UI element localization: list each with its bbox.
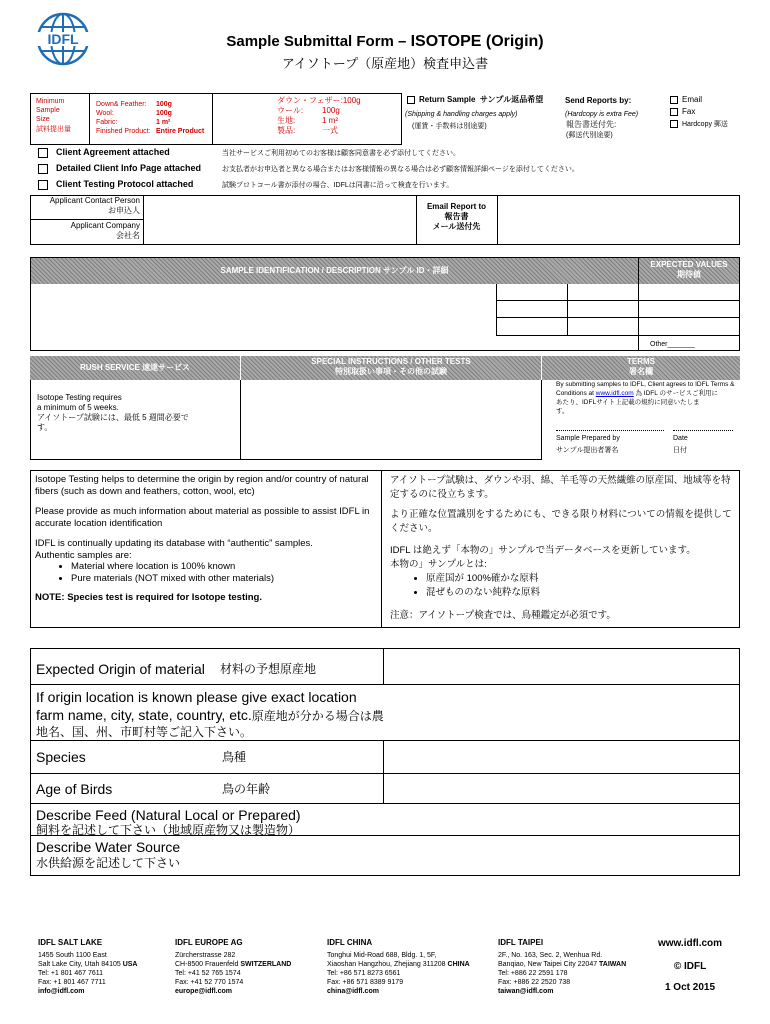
- applicant-contact-label: Applicant Contact Person お申込人: [49, 196, 140, 215]
- special-instructions-header: SPECIAL INSTRUCTIONS / OTHER TESTS 特別取扱い事項・その他の試験: [241, 356, 541, 380]
- describe-water-label: Describe Water Source: [36, 839, 181, 855]
- client-info-checkbox[interactable]: [38, 164, 48, 174]
- svg-text:IDFL: IDFL: [47, 31, 79, 47]
- species-input[interactable]: [385, 742, 738, 771]
- taipei-email[interactable]: taiwan@idfl.com: [498, 988, 554, 995]
- europe-email[interactable]: europe@idfl.com: [175, 988, 232, 995]
- send-reports-ja-note: (郵送代別途要): [566, 132, 613, 139]
- date-label: Date: [673, 435, 688, 442]
- describe-feed-label-ja: 飼料を記述して下さい（地域原産物又は製造物）: [36, 823, 301, 837]
- china-email[interactable]: china@idfl.com: [327, 988, 379, 995]
- return-sample-note: (Shipping & handling charges apply): [405, 111, 518, 118]
- minimum-items-ja: ダウン・フェザー:100g ウール: 100g 生地: 1 m² 製品: 一式: [277, 96, 361, 135]
- send-reports-label: Send Reports by:: [565, 96, 632, 105]
- authentic-bullet-ja: • 原産国が 100%確かな原料: [426, 572, 735, 586]
- expected-origin-input[interactable]: [385, 650, 738, 682]
- describe-water-label-ja: 水供給源を記述して下さい: [36, 856, 181, 870]
- report-option-fax[interactable]: Fax: [670, 107, 695, 117]
- date-ja: 日付: [673, 447, 687, 454]
- report-option-email[interactable]: Email: [670, 95, 702, 105]
- email-checkbox[interactable]: [670, 96, 678, 104]
- revision-date: 1 Oct 2015: [664, 982, 716, 993]
- idfl-link[interactable]: www.idfl.com: [595, 390, 634, 397]
- applicant-company-label: Applicant Company 会社名: [70, 221, 140, 240]
- title-prefix: Sample Submittal Form –: [226, 33, 411, 50]
- report-option-hardcopy[interactable]: Hardcopy 郵送: [670, 120, 728, 129]
- title-main: ISOTOPE (Origin): [410, 33, 544, 50]
- info-english: Isotope Testing helps to determine the origin by region and/or country of natural fibers (such as down and feathers, cotton, wool, etc) Please provide as much information about material as possible to assist IDFL in accurate location identification IDFL is continually updating its database with “authentic” samples. Authentic samples are: • Material where location is 100% known • Pure materials (NOT mixed with other materials) NOTE: Species test is required for Isotope testing.: [35, 474, 377, 604]
- attachment-testing-protocol[interactable]: Client Testing Protocol attached: [38, 179, 193, 190]
- sample-prepared-ja: サンプル提出者署名: [556, 447, 619, 454]
- attachment-client-info-ja: お支払者がお申込者と異なる場合またはお客様情報の異なる場合は必ず顧客情報詳細ページを添付してください。: [222, 166, 579, 173]
- return-sample-checkbox[interactable]: [407, 96, 415, 104]
- email-report-label: Email Report to 報告書 メール送付先: [426, 202, 487, 231]
- office-taipei: IDFL TAIPEI 2F., No. 163, Sec. 2, Wenhua Rd. Banqiao, New Taipei City 22047 TAIWAN Tel: +886 22 2591 178 Fax: +886 22 2520 738 taiwan@idfl.com: [498, 938, 627, 995]
- salt-lake-email[interactable]: info@idfl.com: [38, 988, 85, 995]
- form-title: [0, 33, 770, 51]
- terms-header: TERMS 署名欄: [542, 356, 740, 380]
- office-china: IDFL CHINA Tonghui Mid-Road 688, Bldg. 1, 5F, Xiaoshan Hangzhou, Zhejiang 311208 CHINA Tel: +86 571 8273 6561 Fax: +86 571 8389 9179 china@idfl.com: [327, 938, 470, 995]
- attachment-client-agreement-ja: 当社サービスご利用初めてのお客様は顧客同意書を必ず添付してください。: [222, 150, 460, 157]
- attachment-testing-protocol-ja: 試験プロトコール書が添付の場合、IDFLは同書に沿って検査を行います。: [222, 182, 454, 189]
- form-title-ja: アイソトープ（原産地）検査申込書: [281, 56, 489, 71]
- authentic-bullet: • Material where location is 100% known: [71, 561, 377, 573]
- sample-id-header: SAMPLE IDENTIFICATION / DESCRIPTION サンプル ID・詳細: [31, 258, 638, 284]
- rush-service-header: RUSH SERVICE 速達サービス: [30, 356, 240, 380]
- age-of-birds-label-ja: 鳥の年齢: [222, 782, 271, 796]
- authentic-bullet-ja: • 混ぜもののない純粋な原料: [426, 586, 735, 600]
- terms-text: By submitting samples to IDFL, Client agrees to IDFL Terms & Conditions at www.idfl.com 為 IDFL のサービスご利用に あたり、IDFLサイト上記載の規約に同意いたしま す。: [556, 381, 735, 415]
- expected-values-header: EXPECTED VALUES 期待値: [639, 258, 739, 284]
- expected-other-label: Other_______: [650, 341, 695, 348]
- copyright: © IDFL: [673, 961, 707, 972]
- hardcopy-checkbox[interactable]: [670, 120, 678, 128]
- expected-origin-label: Expected Origin of material: [36, 661, 205, 677]
- date-input[interactable]: [673, 416, 733, 430]
- send-reports-note: (Hardcopy is extra Fee): [565, 111, 639, 118]
- testing-protocol-checkbox[interactable]: [38, 180, 48, 190]
- footer-right: [640, 938, 740, 994]
- species-label: Species: [36, 749, 86, 765]
- rush-service-text: Isotope Testing requires a minimum of 5 weeks. アイソトープ試験には、最低 5 週間必要で す。: [37, 393, 189, 432]
- website-link[interactable]: www.idfl.com: [657, 938, 723, 949]
- applicant-contact-input[interactable]: [145, 197, 413, 217]
- special-instructions-box[interactable]: [240, 380, 542, 460]
- fax-checkbox[interactable]: [670, 108, 678, 116]
- sample-prepared-signature-input[interactable]: [556, 416, 664, 430]
- minimum-items-en: Down& Feather: 100g Wool: 100g Fabric: 1 m² Finished Product: Entire Product: [96, 101, 205, 135]
- expected-origin-label-ja: 材料の予想原産地: [220, 662, 317, 676]
- office-europe: IDFL EUROPE AG Zürcherstrasse 282 CH-8500 Frauenfeld SWITZERLAND Tel: +41 52 765 1574 Fax: +41 52 770 1574 europe@idfl.com: [175, 938, 292, 995]
- species-label-ja: 鳥種: [222, 750, 247, 764]
- sample-prepared-label: Sample Prepared by: [556, 435, 620, 442]
- exact-location-label: If origin location is known please give exact location farm name, city, state, country, etc.原産地が分かる場合は農 地名、国、州、市町村等ご記入下さい。: [36, 689, 384, 739]
- age-of-birds-label: Age of Birds: [36, 781, 113, 797]
- applicant-company-input[interactable]: [145, 221, 413, 243]
- info-japanese: アイソトープ試験は、ダウンや羽、綿、羊毛等の天然繊維の原産国、地域等を特定するのに役立ちます。 より正確な位置識別をするためにも、できる限り材料についての情報を提供してください。 IDFL は絶えず「本物の」サンプルで当データベースを更新しています。 本物の」サンプルとは: • 原産国が 100%確かな原料 • 混ぜもののない純粋な原料 注意：アイソトープ検査では、鳥種鑑定が必須です。: [390, 474, 735, 623]
- sample-description-input[interactable]: [32, 286, 492, 348]
- email-report-input[interactable]: [499, 197, 738, 243]
- return-sample-option[interactable]: Return Sample サンプル返品希望: [407, 95, 543, 105]
- attachment-client-info[interactable]: Detailed Client Info Page attached: [38, 163, 201, 174]
- return-sample-note-ja: (運賃・手数料は別途要): [412, 123, 487, 130]
- minimum-label: Minimum Sample Size 試料提出量: [36, 98, 71, 133]
- authentic-bullet: • Pure materials (NOT mixed with other materials): [71, 573, 377, 585]
- describe-feed-label: Describe Feed (Natural Local or Prepared): [36, 807, 301, 823]
- client-agreement-checkbox[interactable]: [38, 148, 48, 158]
- send-reports-ja: 報告書送付先:: [566, 120, 617, 129]
- office-salt-lake: IDFL SALT LAKE 1455 South 1100 East Salt Lake City, Utah 84105 USA Tel: +1 801 467 7611 Fax: +1 801 467 7711 info@idfl.com: [38, 938, 138, 995]
- attachment-client-agreement[interactable]: Client Agreement attached: [38, 147, 170, 158]
- age-of-birds-input[interactable]: [385, 775, 738, 802]
